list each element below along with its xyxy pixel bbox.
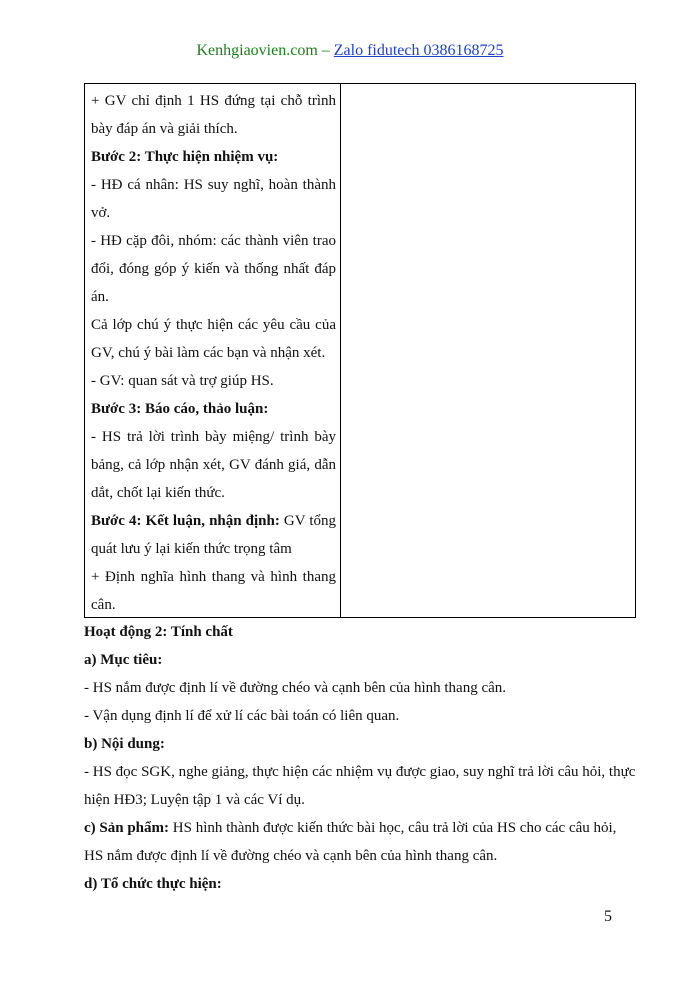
table-line: - HĐ cá nhân: HS suy nghĩ, hoàn thành vở. <box>91 177 336 221</box>
page-header <box>0 42 700 60</box>
main-content <box>84 618 636 898</box>
activity-title: Hoạt động 2: Tính chất <box>84 624 233 640</box>
step-4-heading: Bước 4: Kết luận, nhận định: <box>91 513 280 529</box>
zalo-contact-link[interactable]: Zalo fidutech 0386168725 <box>333 42 504 59</box>
step-4-paragraph <box>91 507 336 563</box>
table-line: + GV chỉ định 1 HS đứng tại chỗ trình bày đáp án và giải thích. <box>91 93 336 137</box>
product-title: c) Sản phẩm: <box>84 820 170 836</box>
organization-title: d) Tổ chức thực hiện: <box>84 876 222 892</box>
page-number: 5 <box>604 908 612 925</box>
header-separator: – <box>321 42 330 59</box>
site-name: Kenhgiaovien.com <box>196 42 318 59</box>
table-line: - GV: quan sát và trợ giúp HS. <box>91 373 274 389</box>
step-4-text: GV tổng quát lưu ý lại kiến thức trọng tâm <box>91 513 336 557</box>
table-line: - HS trả lời trình bày miệng/ trình bày bảng, cả lớp nhận xét, GV đánh giá, dẫn dắt, chốt lại kiến thức. <box>91 429 336 501</box>
product-paragraph <box>84 814 636 870</box>
goal-item: - HS nắm được định lí về đường chéo và cạnh bên của hình thang cân. <box>84 680 507 696</box>
table-line: Cả lớp chú ý thực hiện các yêu cầu của GV, chú ý bài làm các bạn và nhận xét. <box>91 317 336 361</box>
goal-item: - Vận dụng định lí để xử lí các bài toán có liên quan. <box>84 708 400 724</box>
product-text: HS hình thành được kiến thức bài học, câu trả lời của HS cho các câu hỏi, HS nắm được định lí về đường chéo và cạnh bên của hình thang cân. <box>84 820 617 864</box>
content-title: b) Nội dung: <box>84 736 165 752</box>
lesson-table <box>84 83 636 618</box>
step-3-heading: Bước 3: Báo cáo, thảo luận: <box>91 401 269 417</box>
step-2-heading: Bước 2: Thực hiện nhiệm vụ: <box>91 149 279 165</box>
teacher-activity-column <box>85 84 341 617</box>
goal-title: a) Mục tiêu: <box>84 652 163 668</box>
content-text: - HS đọc SGK, nghe giảng, thực hiện các nhiệm vụ được giao, suy nghĩ trả lời câu hỏi, thực hiện HĐ3; Luyện tập 1 và các Ví dụ. <box>84 764 636 808</box>
student-product-column <box>341 84 635 617</box>
table-line: + Định nghĩa hình thang và hình thang cân. <box>91 569 336 613</box>
table-line: - HĐ cặp đôi, nhóm: các thành viên trao đổi, đóng góp ý kiến và thống nhất đáp án. <box>91 233 336 305</box>
